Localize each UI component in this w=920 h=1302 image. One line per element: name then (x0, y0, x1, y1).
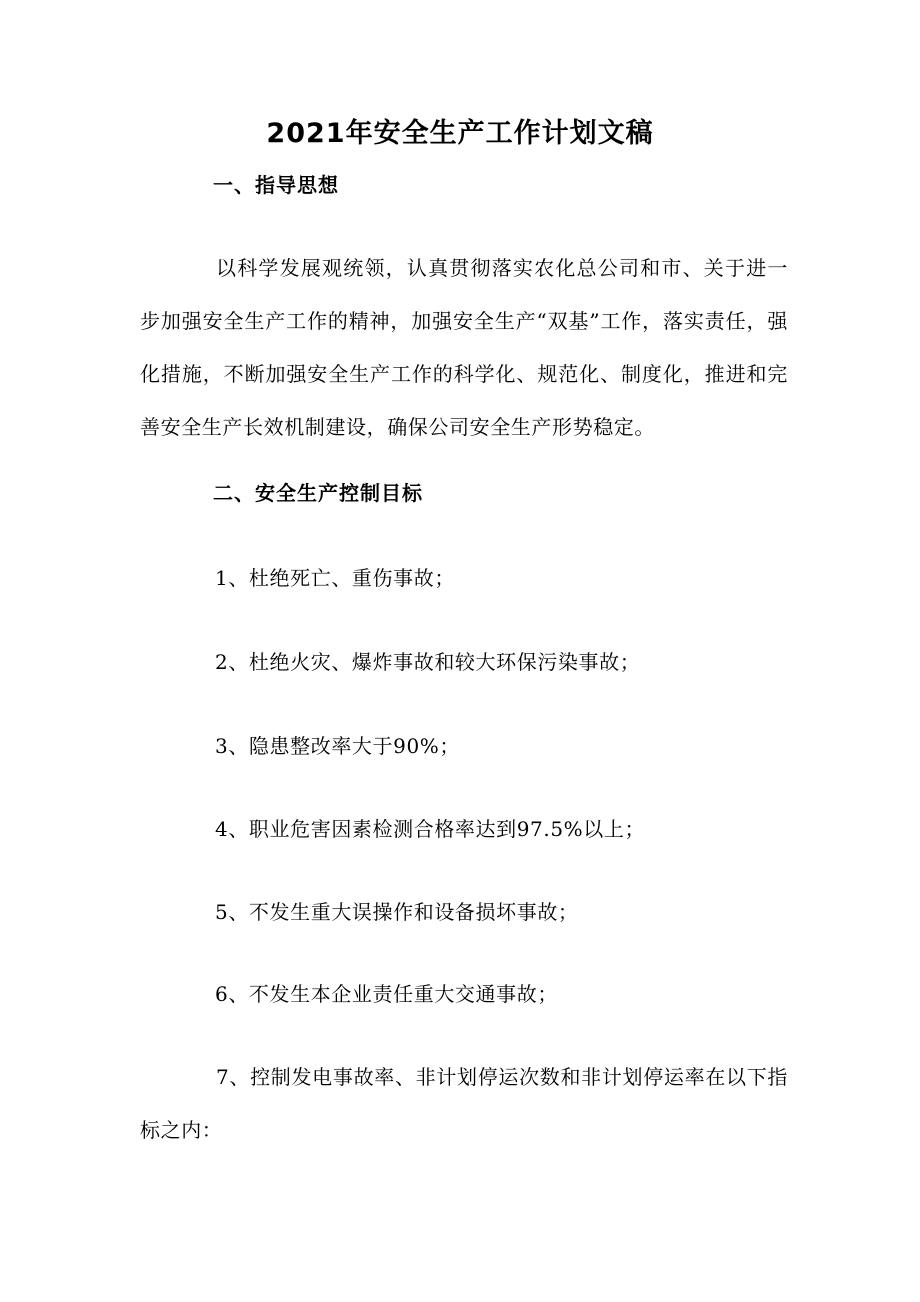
target-item-3: 3、隐患整改率大于90%； (215, 734, 460, 758)
target-item-7: 7、控制发电事故率、非计划停运次数和非计划停运率在以下指标之内： (140, 1065, 788, 1142)
target-item-1: 1、杜绝死亡、重伤事故； (215, 566, 455, 590)
section-heading-control-targets: 二、安全生产控制目标 (213, 481, 423, 505)
target-item-6: 6、不发生本企业责任重大交通事故； (215, 982, 558, 1006)
target-item-4: 4、职业危害因素检测合格率达到97.5%以上； (215, 817, 646, 841)
target-item-2: 2、杜绝火灾、爆炸事故和较大环保污染事故； (215, 650, 641, 674)
document-title: 2021年安全生产工作计划文稿 (266, 118, 654, 149)
guiding-ideology-paragraph: 以科学发展观统领，认真贯彻落实农化总公司和市、关于进一步加强安全生产工作的精神，加强安全生产“双基”工作，落实责任，强化措施，不断加强安全生产工作的科学化、规范化、制度化，推进和完善安全生产长效机制建设，确保公司安全生产形势稳定。 (140, 256, 788, 439)
section-heading-guiding-ideology: 一、指导思想 (213, 173, 339, 197)
target-item-5: 5、不发生重大误操作和设备损坏事故； (215, 900, 579, 924)
